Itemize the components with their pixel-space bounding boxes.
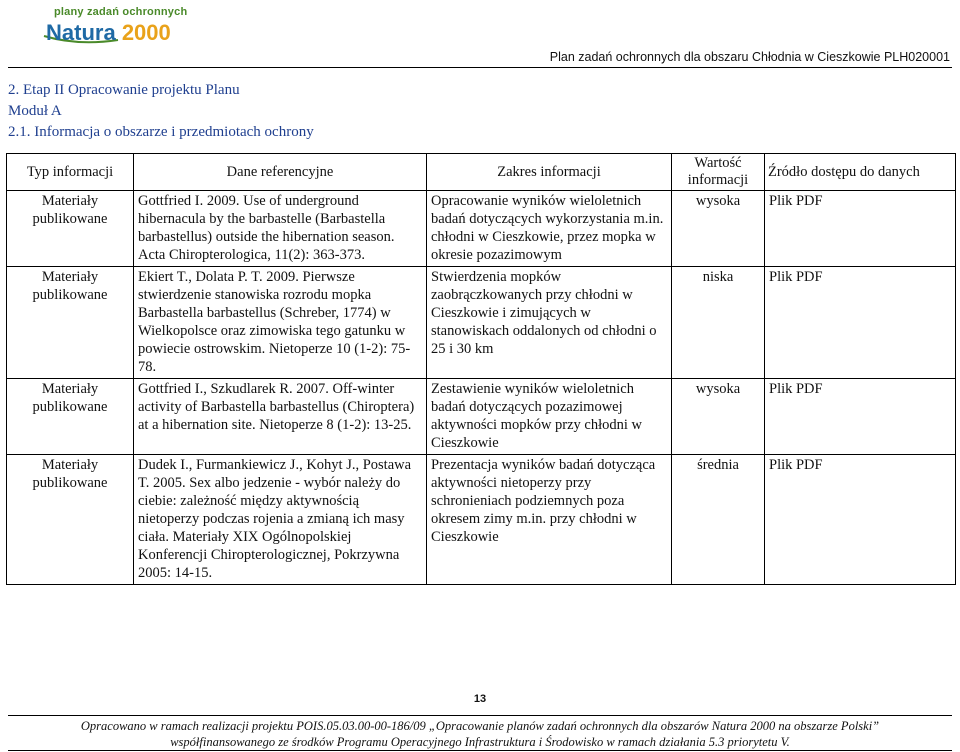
logo-wordmark bbox=[46, 20, 171, 46]
column-header-source: Źródło dostępu do danych bbox=[765, 154, 956, 191]
cell-value: wysoka bbox=[672, 191, 765, 267]
table-header-row bbox=[7, 154, 956, 191]
table-row bbox=[7, 191, 956, 267]
cell-scope: Opracowanie wyników wieloletnich badań dotyczących wykorzystania m.in. chłodni w Cieszkowie, przez mopka w okresie pozazimowym bbox=[427, 191, 672, 267]
footer-divider bbox=[8, 715, 952, 716]
logo-tagline: plany zadań ochronnych bbox=[54, 6, 188, 18]
cell-type: Materiały publikowane bbox=[7, 267, 134, 379]
document-title: Plan zadań ochronnych dla obszaru Chłodnia w Cieszkowie PLH020001 bbox=[549, 50, 950, 64]
column-header-reference: Dane referencyjne bbox=[134, 154, 427, 191]
table-row bbox=[7, 267, 956, 379]
cell-scope: Prezentacja wyników badań dotycząca aktywności nietoperzy przy schronieniach podziemnych poza okresem zimy m.in. przy chłodni w Cieszkowie bbox=[427, 455, 672, 585]
page-number: 13 bbox=[473, 693, 487, 705]
logo-word: Natura bbox=[46, 20, 116, 45]
table-row bbox=[7, 379, 956, 455]
module-heading: Moduł A bbox=[8, 103, 62, 119]
cell-reference: Ekiert T., Dolata P. T. 2009. Pierwsze stwierdzenie stanowiska rozrodu mopka Barbastella barbastellus (Schreber, 1774) w Wielkopolsce oraz zimowiska tego gatunku w powiecie ostrowskim. Nietoperze 10 (1-2): 75-78. bbox=[134, 267, 427, 379]
cell-type: Materiały publikowane bbox=[7, 455, 134, 585]
cell-type: Materiały publikowane bbox=[7, 379, 134, 455]
footer-bottom-rule bbox=[8, 750, 952, 751]
footer-funding-line: współfinansowanego ze środków Programu Operacyjnego Infrastruktura i Środowisko w ramach działania 5.3 priorytetu V. bbox=[170, 735, 790, 749]
cell-source: Plik PDF bbox=[765, 379, 956, 455]
natura-2000-logo bbox=[38, 6, 188, 46]
cell-value: średnia bbox=[672, 455, 765, 585]
section-heading: 2. Etap II Opracowanie projektu Planu bbox=[8, 82, 240, 98]
cell-reference: Gottfried I. 2009. Use of underground hibernacula by the barbastelle (Barbastella barbastellus) outside the hibernation season. Acta Chiropterologica, 11(2): 363-373. bbox=[134, 191, 427, 267]
cell-source: Plik PDF bbox=[765, 267, 956, 379]
cell-reference: Dudek I., Furmankiewicz J., Kohyt J., Postawa T. 2005. Sex albo jedzenie - wybór należy do ciebie: zależność między aktywnością nietoperzy podczas rojenia a zmianą ich masy ciała. Materiały XIX Ogólnopolskiej Konferencji Chiropterologicznej, Pokrzywna 2005: 14-15. bbox=[134, 455, 427, 585]
table-row bbox=[7, 455, 956, 585]
column-header-value: Wartość informacji bbox=[672, 154, 765, 191]
cell-source: Plik PDF bbox=[765, 191, 956, 267]
subsection-heading: 2.1. Informacja o obszarze i przedmiotach ochrony bbox=[8, 124, 314, 140]
cell-source: Plik PDF bbox=[765, 455, 956, 585]
logo-number: 2000 bbox=[121, 20, 171, 45]
cell-reference: Gottfried I., Szkudlarek R. 2007. Off-winter activity of Barbastella barbastellus (Chiroptera) at a hibernation site. Nietoperze 8 (1-2): 13-25. bbox=[134, 379, 427, 455]
header-divider bbox=[8, 67, 952, 68]
column-header-type: Typ informacji bbox=[7, 154, 134, 191]
footer-project-line: Opracowano w ramach realizacji projektu POIS.05.03.00-00-186/09 „Opracowanie planów zadań ochronnych dla obszarów Natura 2000 na obszarze Polski” bbox=[80, 719, 880, 733]
cell-scope: Zestawienie wyników wieloletnich badań dotyczących pozazimowej aktywności mopków przy chłodni w Cieszkowie bbox=[427, 379, 672, 455]
column-header-scope: Zakres informacji bbox=[427, 154, 672, 191]
cell-value: niska bbox=[672, 267, 765, 379]
cell-value: wysoka bbox=[672, 379, 765, 455]
cell-scope: Stwierdzenia mopków zaobrączkowanych przy chłodni w Cieszkowie i zimujących w stanowiskach oddalonych od chłodni o 25 i 30 km bbox=[427, 267, 672, 379]
information-table bbox=[6, 153, 956, 585]
cell-type: Materiały publikowane bbox=[7, 191, 134, 267]
